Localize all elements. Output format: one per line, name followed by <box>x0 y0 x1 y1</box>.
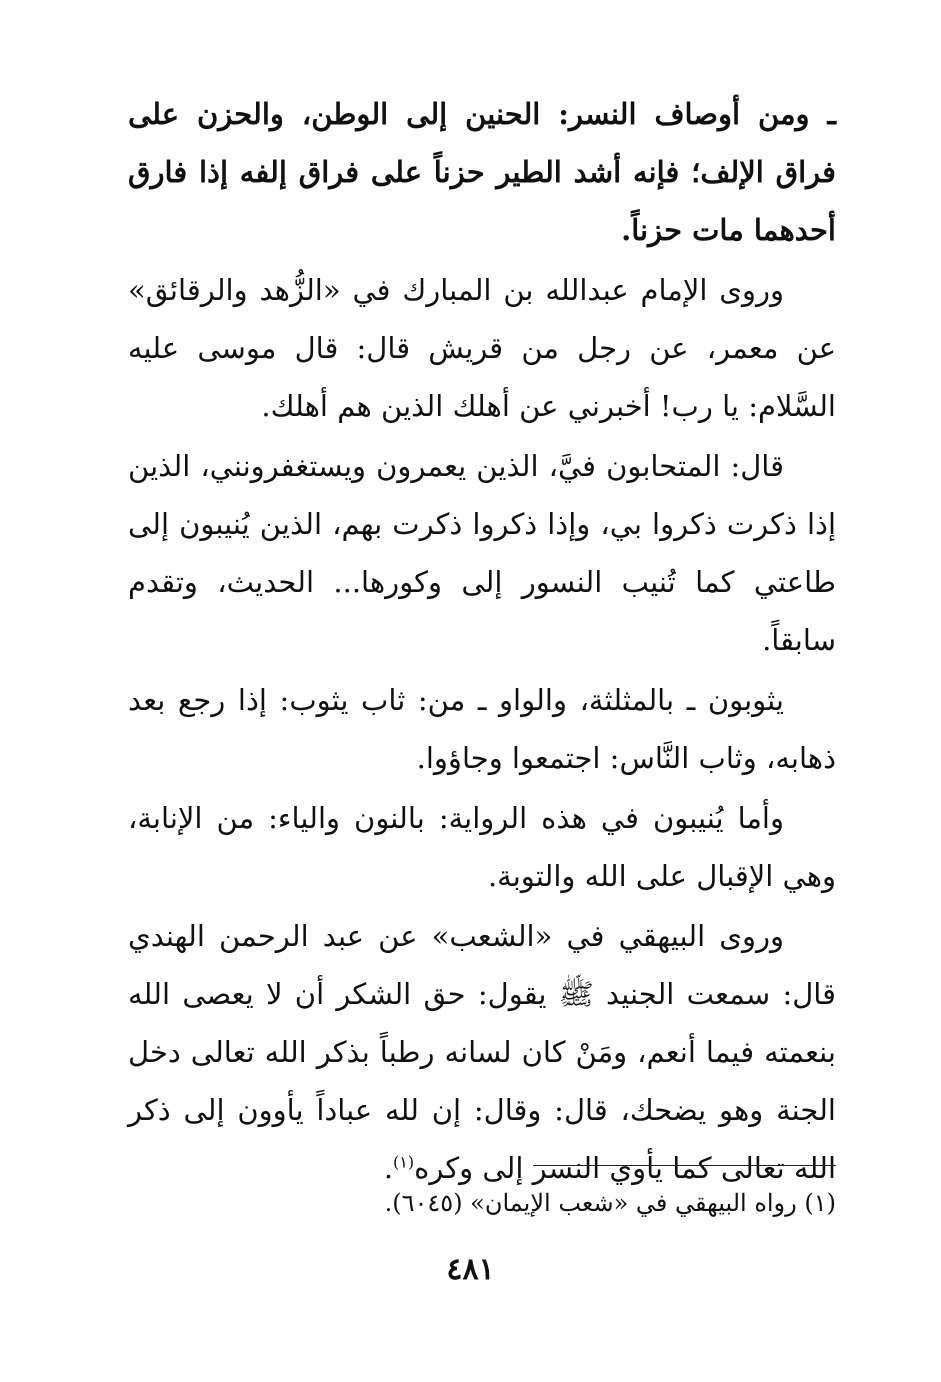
paragraph-yathuboon: يثوبون ـ بالمثلثة، والواو ـ من: ثاب يثوب: إذا رجع بعد ذهابه، وثاب النَّاس: اجتمعوا وجاؤوا. <box>128 683 836 775</box>
main-text <box>128 85 836 1197</box>
page-number: ٤٨١ <box>446 1252 495 1287</box>
footnote-divider <box>533 1165 836 1166</box>
paragraph-hadith: قال: المتحابون فيَّ، الذين يعمرون ويستغفرونني، الذين إذا ذكرت ذكروا بي، وإذا ذكروا ذكرت بهم، الذين يُنيبون إلى طاعتي كما تُنيب النسور إلى وكورها... الحديث، وتقدم سابقاً. <box>128 449 836 657</box>
footnote-reference: (١) <box>393 1152 415 1172</box>
paragraph-ibn-mubarak: وروى الإمام عبدالله بن المبارك في «الزُّهد والرقائق» عن معمر، عن رجل من قريش قال: قال موسى عليه السَّلام: يا رب! أخبرني عن أهلك الذين هم أهلك. <box>128 273 836 423</box>
paragraph-yuniboon: وأما يُنيبون في هذه الرواية: بالنون والياء: من الإنابة، وهي الإقبال على الله والتوبة. <box>128 801 836 893</box>
paragraph-bayhaqi <box>128 907 836 1197</box>
paragraph-bayhaqi-text: وروى البيهقي في «الشعب» عن عبد الرحمن الهندي قال: سمعت الجنيد ﷺ يقول: حق الشكر أن لا يعصى الله بنعمته فيما أنعم، ومَنْ كان لسانه رطباً بذكر الله تعالى دخل الجنة وهو يضحك، قال: وقال: إن لله عباداً يأوون إلى ذكر الله تعالى كما يأوي النسر إلى وكره <box>128 919 836 1185</box>
footnote: (١) رواه البيهقي في «شعب الإيمان» (٦٠٤٥). <box>384 1189 836 1217</box>
paragraph-eagle-traits: ـ ومن أوصاف النسر: الحنين إلى الوطن، والحزن على فراق الإلف؛ فإنه أشد الطير حزناً على فراق إلفه إذا فارق أحدهما مات حزناً. <box>128 97 836 247</box>
final-period: . <box>383 1151 394 1185</box>
